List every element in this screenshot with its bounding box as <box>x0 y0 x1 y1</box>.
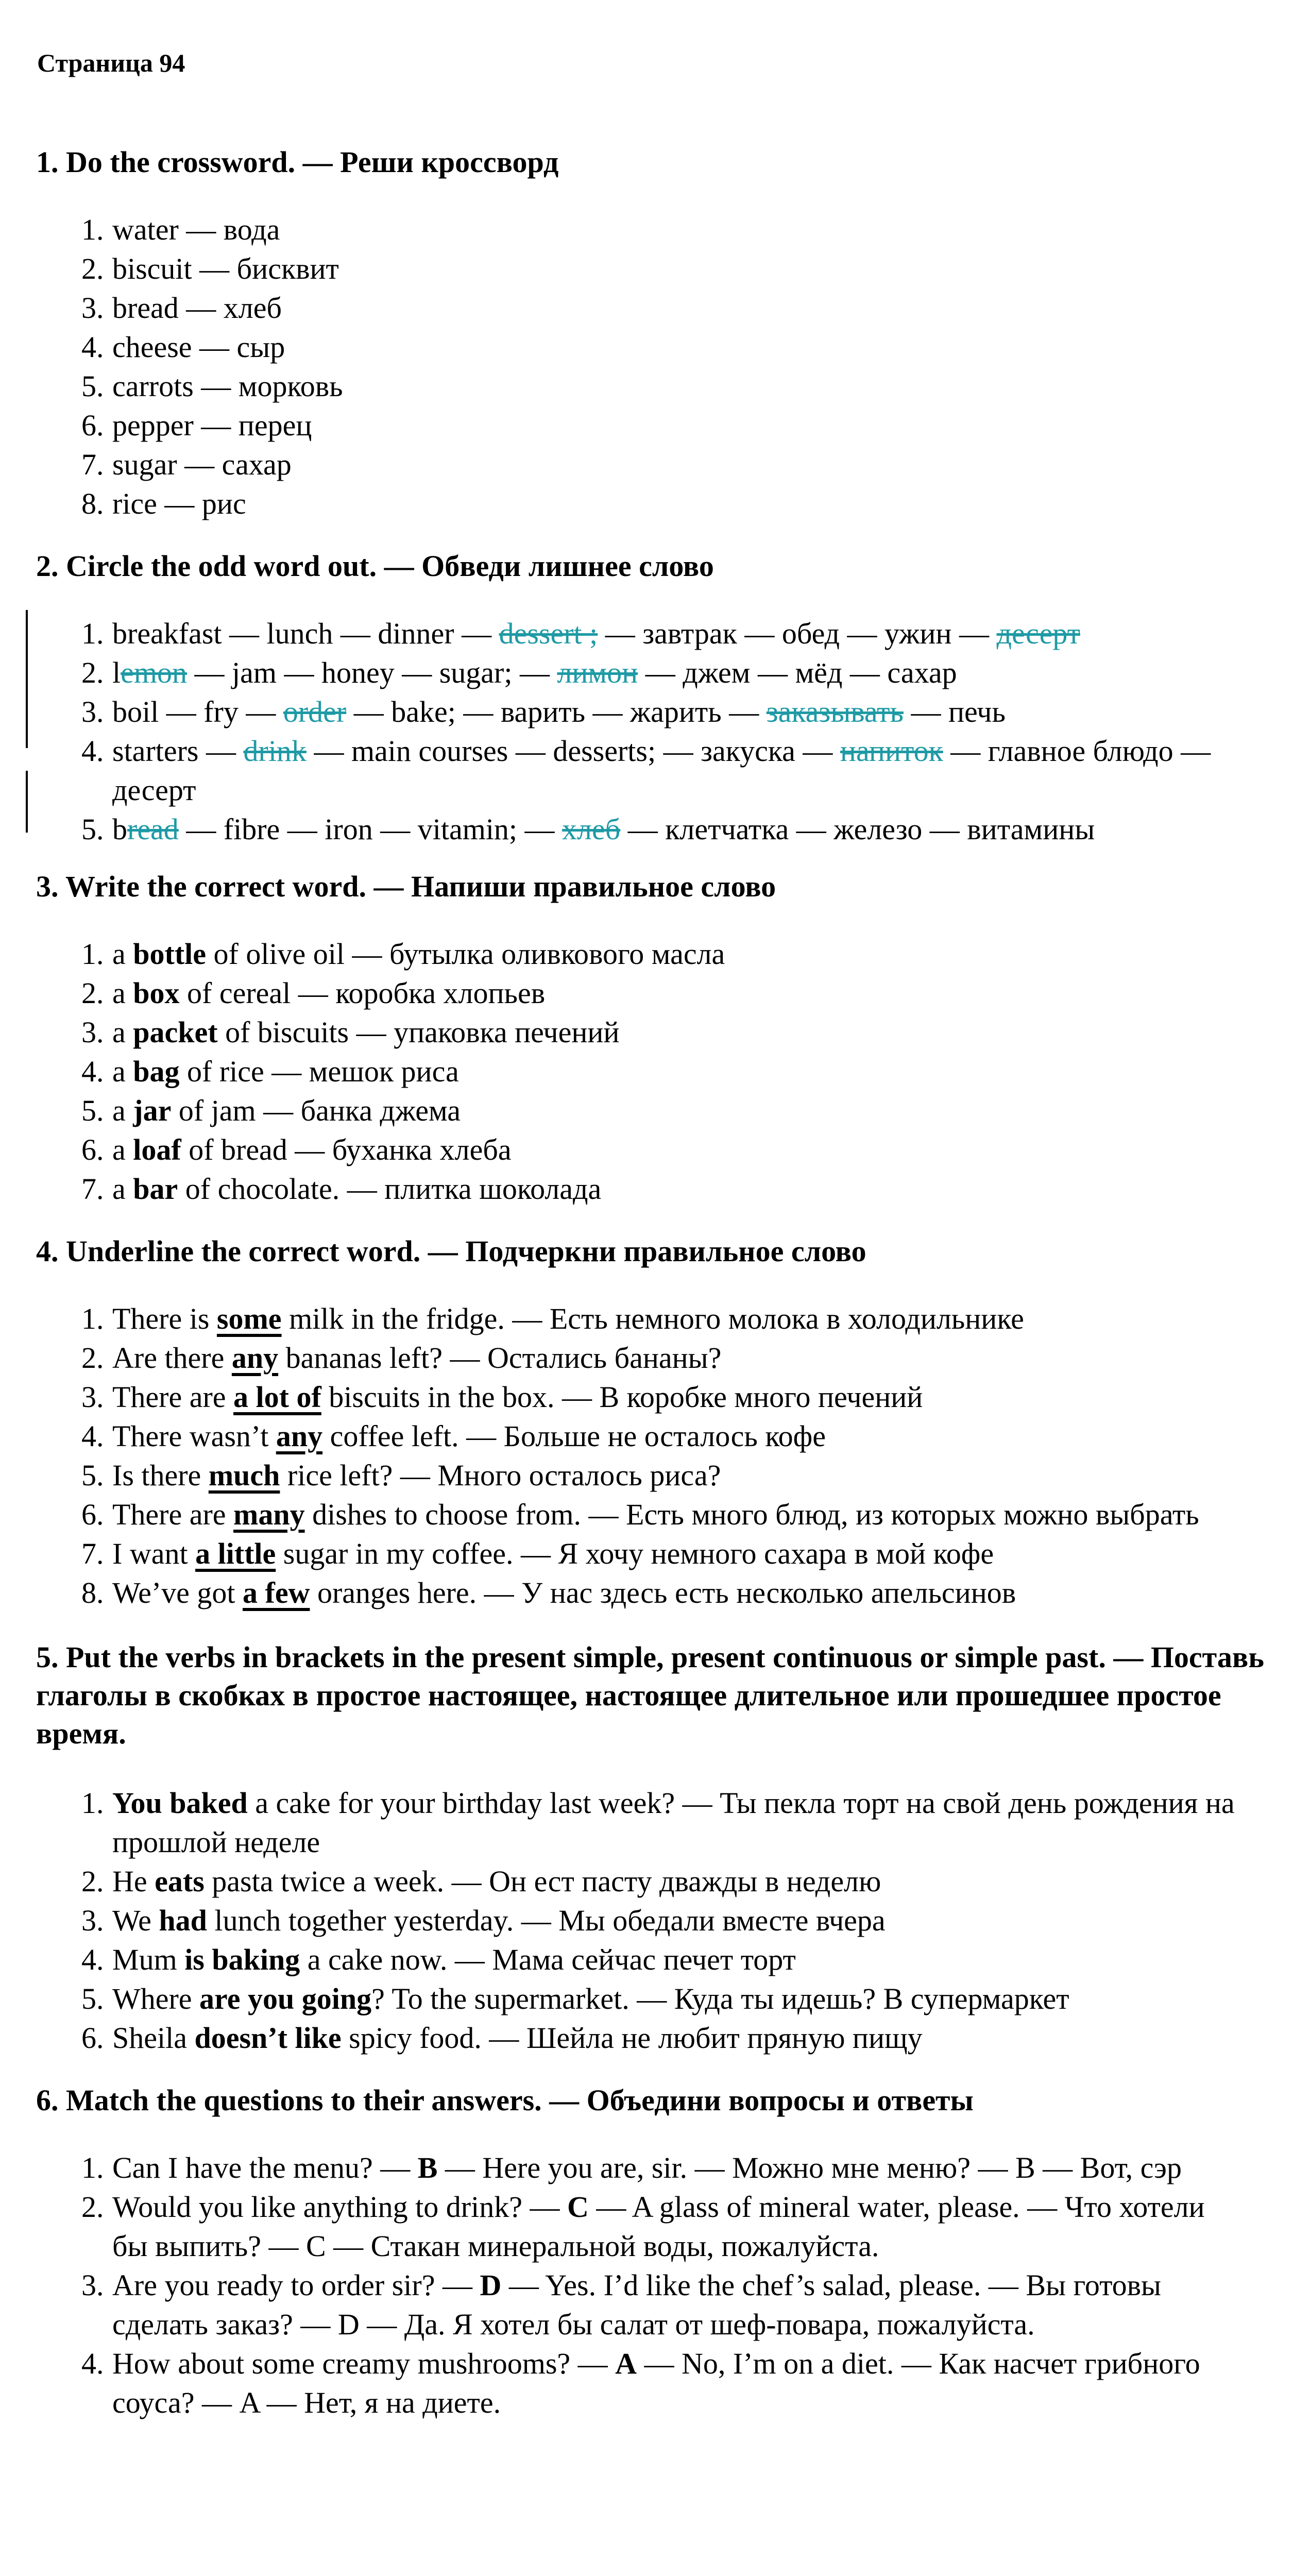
struck-word: заказывать <box>766 695 904 728</box>
item-number: 4. <box>81 1055 104 1088</box>
item-text: of cereal — коробка хлопьев <box>179 976 546 1010</box>
item-text: of bread — буханка хлеба <box>181 1133 512 1166</box>
item-text: a <box>112 976 133 1010</box>
list-item <box>0 2266 1246 2344</box>
item-number: 4. <box>81 330 104 364</box>
bold-answer: loaf <box>133 1133 181 1166</box>
list-item <box>0 1940 1246 1979</box>
item-number: 1. <box>81 937 104 971</box>
list-item <box>0 2148 1246 2188</box>
page-title: Страница 94 <box>37 48 185 77</box>
list-item <box>0 445 1246 484</box>
item-text: bananas left? — Остались бананы? <box>278 1341 722 1375</box>
struck-word: хлеб <box>562 812 621 846</box>
item-text: lunch together yesterday. — Мы обедали вместе вчера <box>207 1904 886 1937</box>
list-item <box>0 974 1246 1013</box>
item-text: carrots — морковь <box>112 369 343 403</box>
item-text: Would you like anything to drink? — <box>112 2190 567 2224</box>
section-4 <box>0 1234 1310 1613</box>
list-item <box>0 1170 1246 1209</box>
item-number: 2. <box>81 1865 104 1898</box>
struck-word: drink <box>243 734 307 768</box>
item-text: a <box>112 1094 133 1127</box>
item-text: a <box>112 1172 133 1206</box>
item-text: ? To the supermarket. — Куда ты идешь? В супермаркет <box>371 1982 1069 2015</box>
item-text: — завтрак — обед — ужин — <box>598 617 997 650</box>
list-item <box>0 1013 1246 1052</box>
underlined-answer: any <box>276 1419 323 1453</box>
item-text: — печь <box>903 695 1006 728</box>
bold-answer: bag <box>133 1055 180 1088</box>
item-text: How about some creamy mushrooms? — <box>112 2347 616 2380</box>
item-text: a <box>112 937 133 971</box>
item-text: There are <box>112 1498 234 1531</box>
item-text: — Yes. I’d like the chef’s salad, please. — Вы готовы сделать заказ? — D — Да. Я хотел бы салат от шеф-повара, пожалуйста. <box>112 2268 1162 2341</box>
item-number: 1. <box>81 617 104 650</box>
item-text: sugar in my coffee. — Я хочу немного сахара в мой кофе <box>276 1537 994 1570</box>
list-item <box>0 1495 1246 1534</box>
item-number: 5. <box>81 1094 104 1127</box>
item-text: rice — рис <box>112 487 246 520</box>
item-text: coffee left. — Больше не осталось кофе <box>322 1419 826 1453</box>
list-item <box>0 484 1246 523</box>
struck-word: dessert ; <box>499 617 598 650</box>
underlined-answer: a little <box>195 1537 276 1570</box>
item-text: a <box>112 1133 133 1166</box>
list-item <box>0 1338 1246 1378</box>
struck-word: лимон <box>557 656 638 689</box>
item-number: 1. <box>81 213 104 246</box>
list-item <box>0 732 1246 810</box>
item-number: 7. <box>81 1172 104 1206</box>
item-number: 5. <box>81 1982 104 2015</box>
item-number: 3. <box>81 2268 104 2302</box>
item-number: 1. <box>81 1302 104 1335</box>
list-item <box>0 2019 1246 2058</box>
item-number: 7. <box>81 448 104 481</box>
bold-answer: jar <box>133 1094 172 1127</box>
correct-word-list <box>0 935 1310 1209</box>
section-heading: 6. Match the questions to their answers. — Объедини вопросы и ответы <box>36 2083 974 2117</box>
list-item <box>0 1299 1246 1338</box>
bold-answer: D <box>480 2268 502 2302</box>
struck-word: emon <box>121 656 187 689</box>
item-text: of biscuits — упаковка печений <box>217 1015 620 1049</box>
list-item <box>0 1784 1246 1862</box>
section-heading: 1. Do the crossword. — Реши кроссворд <box>36 145 559 179</box>
bold-answer: C <box>567 2190 589 2224</box>
word-list <box>0 210 1310 523</box>
item-text: — fibre — iron — vitamin; — <box>178 812 563 846</box>
item-number: 2. <box>81 656 104 689</box>
match-list <box>0 2148 1310 2422</box>
item-number: 2. <box>81 976 104 1010</box>
item-text: There are <box>112 1380 234 1414</box>
list-item <box>0 935 1246 974</box>
item-number: 6. <box>81 1498 104 1531</box>
item-number: 3. <box>81 291 104 325</box>
item-number: 8. <box>81 487 104 520</box>
bold-answer: is baking <box>184 1943 300 1976</box>
section-1 <box>0 145 1310 523</box>
struck-word: order <box>283 695 347 728</box>
item-number: 2. <box>81 2190 104 2224</box>
list-item <box>0 328 1246 367</box>
item-text: Can I have the menu? — <box>112 2151 418 2184</box>
odd-word-list <box>0 614 1310 849</box>
item-number: 1. <box>81 1786 104 1820</box>
item-number: 4. <box>81 2347 104 2380</box>
list-item <box>0 289 1246 328</box>
bold-answer: had <box>159 1904 207 1937</box>
item-number: 4. <box>81 1419 104 1453</box>
bold-answer: bottle <box>133 937 206 971</box>
item-text: of rice — мешок риса <box>179 1055 459 1088</box>
struck-word: read <box>127 812 179 846</box>
item-text: a <box>112 1055 133 1088</box>
item-text: We <box>112 1904 159 1937</box>
item-text: starters — <box>112 734 244 768</box>
item-text: b <box>112 812 127 846</box>
section-2 <box>0 549 1310 849</box>
item-text: l <box>112 656 121 689</box>
list-item <box>0 653 1246 692</box>
item-text: a <box>112 1015 133 1049</box>
bold-answer: A <box>615 2347 637 2380</box>
list-item <box>0 1534 1246 1573</box>
item-text: bread — хлеб <box>112 291 282 325</box>
item-text: There is <box>112 1302 217 1335</box>
item-text: I want <box>112 1537 196 1570</box>
item-text: — jam — honey — sugar; — <box>186 656 557 689</box>
underlined-answer: much <box>208 1459 280 1492</box>
bold-answer: bar <box>133 1172 178 1206</box>
underlined-answer: any <box>231 1341 279 1375</box>
item-text: — main courses — desserts; — закуска — <box>306 734 840 768</box>
list-item <box>0 1130 1246 1170</box>
list-item <box>0 810 1246 849</box>
item-text: of chocolate. — плитка шоколада <box>178 1172 602 1206</box>
list-item <box>0 1378 1246 1417</box>
section-heading: 3. Write the correct word. — Напиши правильное слово <box>36 870 776 903</box>
list-item <box>0 1052 1246 1091</box>
list-item <box>0 614 1246 653</box>
list-item <box>0 1091 1246 1130</box>
list-item <box>0 1456 1246 1495</box>
bold-answer: are you going <box>199 1982 372 2015</box>
item-text: — клетчатка — железо — витамины <box>620 812 1095 846</box>
item-number: 2. <box>81 252 104 285</box>
item-text: dishes to choose from. — Есть много блюд, из которых можно выбрать <box>304 1498 1199 1531</box>
verbs-list <box>0 1784 1310 2058</box>
item-text: rice left? — Много осталось риса? <box>280 1459 721 1492</box>
underline-list <box>0 1299 1310 1613</box>
item-text: There wasn’t <box>112 1419 276 1453</box>
bold-answer: B <box>417 2151 438 2184</box>
list-item <box>0 1573 1246 1613</box>
list-item <box>0 210 1246 249</box>
item-text: Mum <box>112 1943 185 1976</box>
item-text: milk in the fridge. — Есть немного молока в холодильнике <box>281 1302 1024 1335</box>
item-text: Is there <box>112 1459 209 1492</box>
item-text: sugar — сахар <box>112 448 292 481</box>
item-number: 8. <box>81 1576 104 1609</box>
item-number: 5. <box>81 1459 104 1492</box>
item-number: 3. <box>81 695 104 728</box>
item-text: — A glass of mineral water, please. — Что хотели бы выпить? — C — Стакан минеральной воды, пожалуйста. <box>112 2190 1205 2263</box>
item-text: Are you ready to order sir? — <box>112 2268 480 2302</box>
list-item <box>0 2188 1246 2266</box>
item-text: water — вода <box>112 213 280 246</box>
item-text: We’ve got <box>112 1576 243 1609</box>
underlined-answer: some <box>216 1302 282 1335</box>
item-text: Are there <box>112 1341 232 1375</box>
list-item <box>0 1417 1246 1456</box>
item-text: breakfast — lunch — dinner — <box>112 617 499 650</box>
list-item <box>0 249 1246 289</box>
underlined-answer: many <box>233 1498 305 1531</box>
item-text: — джем — мёд — сахар <box>638 656 957 689</box>
item-number: 5. <box>81 812 104 846</box>
struck-word: напиток <box>840 734 943 768</box>
list-item <box>0 406 1246 445</box>
item-text: spicy food. — Шейла не любит пряную пищу <box>341 2021 923 2055</box>
underlined-answer: a lot of <box>233 1380 321 1414</box>
bold-answer: doesn’t like <box>194 2021 342 2055</box>
item-number: 7. <box>81 1537 104 1570</box>
item-text: He <box>112 1865 155 1898</box>
item-text: of jam — банка джема <box>171 1094 461 1127</box>
item-text: Sheila <box>112 2021 195 2055</box>
list-item <box>0 1862 1246 1901</box>
item-number: 6. <box>81 409 104 442</box>
item-number: 5. <box>81 369 104 403</box>
item-number: 3. <box>81 1904 104 1937</box>
struck-word: десерт <box>996 617 1080 650</box>
list-item <box>0 2344 1246 2422</box>
item-text: biscuit — бисквит <box>112 252 339 285</box>
item-number: 3. <box>81 1015 104 1049</box>
item-number: 4. <box>81 734 104 768</box>
section-5 <box>0 1638 1310 2058</box>
section-heading: 5. Put the verbs in brackets in the present simple, present continuous or simple past. — Поставь глаголы в скобках в простое настоящее, настоящее длительное или прошедшее простое время. <box>36 1640 1264 1750</box>
item-text: oranges here. — У нас здесь есть несколько апельсинов <box>310 1576 1016 1609</box>
bold-answer: box <box>133 976 180 1010</box>
underlined-answer: a few <box>243 1576 310 1609</box>
item-number: 4. <box>81 1943 104 1976</box>
list-item <box>0 1979 1246 2019</box>
bold-answer: You baked <box>112 1786 248 1820</box>
item-text: a cake for your birthday last week? — Ты пекла торт на свой день рождения на прошлой неделе <box>112 1786 1235 1859</box>
section-heading: 2. Circle the odd word out. — Обведи лишнее слово <box>36 549 714 583</box>
item-text: — Here you are, sir. — Можно мне меню? — B — Вот, сэр <box>437 2151 1182 2184</box>
item-number: 6. <box>81 2021 104 2055</box>
item-text: boil — fry — <box>112 695 283 728</box>
item-number: 2. <box>81 1341 104 1375</box>
item-text: biscuits in the box. — В коробке много печений <box>321 1380 923 1414</box>
item-text: Where <box>112 1982 200 2015</box>
list-item <box>0 367 1246 406</box>
item-text: of olive oil — бутылка оливкового масла <box>206 937 725 971</box>
section-heading: 4. Underline the correct word. — Подчеркни правильное слово <box>36 1234 866 1268</box>
item-text: pepper — перец <box>112 409 312 442</box>
section-6 <box>0 2083 1310 2422</box>
item-number: 6. <box>81 1133 104 1166</box>
list-item <box>0 692 1246 732</box>
bold-answer: eats <box>155 1865 205 1898</box>
item-number: 3. <box>81 1380 104 1414</box>
section-3 <box>0 870 1310 1209</box>
list-item <box>0 1901 1246 1940</box>
item-text: — bake; — варить — жарить — <box>346 695 767 728</box>
item-number: 1. <box>81 2151 104 2184</box>
bold-answer: packet <box>133 1015 218 1049</box>
item-text: cheese — сыр <box>112 330 285 364</box>
item-text: — No, I’m on a diet. — Как насчет грибного соуса? — A — Нет, я на диете. <box>112 2347 1200 2419</box>
item-text: pasta twice a week. — Он ест пасту дважды в неделю <box>204 1865 881 1898</box>
item-text: a cake now. — Мама сейчас печет торт <box>300 1943 796 1976</box>
item-text: — главное блюдо — десерт <box>112 734 1211 807</box>
